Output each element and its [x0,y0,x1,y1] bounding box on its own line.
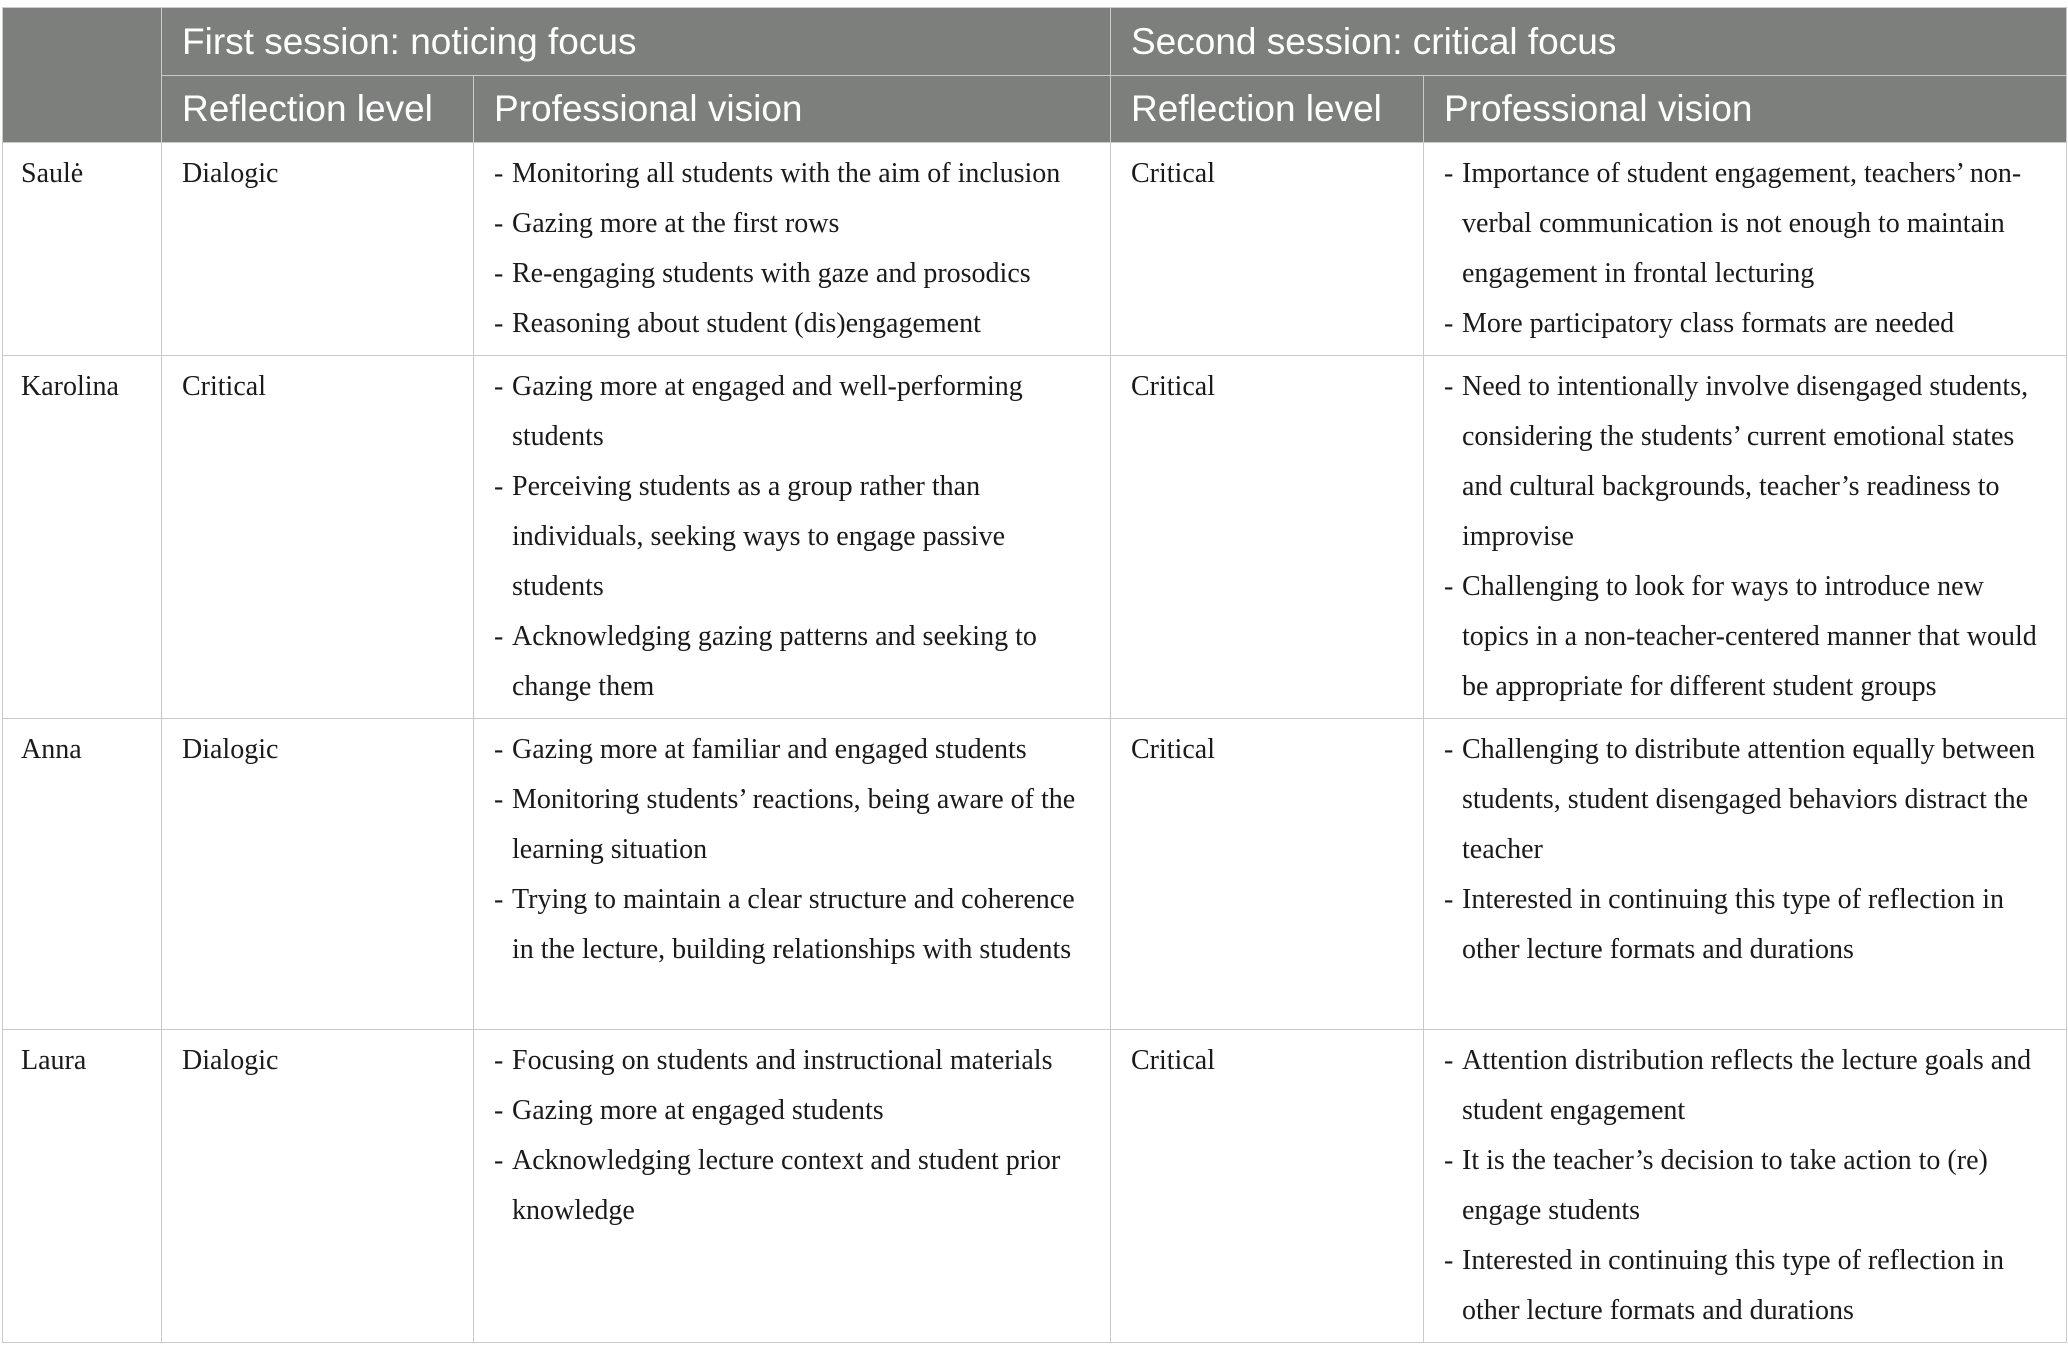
reflection-table [2,7,2067,1343]
vision-list [1444,1036,2054,1336]
second-reflection-level: Critical [1111,1030,1424,1343]
vision-list [1444,362,2054,712]
header-row-sessions [3,8,2067,76]
participant-name: Karolina [3,356,162,719]
header-professional-vision-first: Professional vision [474,76,1111,143]
list-item: - Trying to maintain a clear structure and coherence in the lecture, building relationships with students [494,875,1098,975]
table-row [3,719,2067,1030]
header-first-session: First session: noticing focus [162,8,1111,76]
vision-list [494,362,1098,712]
first-reflection-level: Dialogic [162,143,474,356]
header-reflection-level-first: Reflection level [162,76,474,143]
list-item: - Perceiving students as a group rather than individuals, seeking ways to engage passive students [494,462,1098,612]
list-item: - Acknowledging lecture context and student prior knowledge [494,1136,1098,1236]
participant-name: Anna [3,719,162,1030]
second-professional-vision [1424,1030,2067,1343]
first-professional-vision [474,719,1111,1030]
table-row [3,1030,2067,1343]
header-row-columns [3,76,2067,143]
table-row [3,143,2067,356]
list-item: - It is the teacher’s decision to take action to (re) engage students [1444,1136,2054,1236]
second-professional-vision [1424,719,2067,1030]
list-item: - Gazing more at engaged students [494,1086,1098,1136]
vision-list [494,149,1098,349]
participant-name: Laura [3,1030,162,1343]
list-item: - Acknowledging gazing patterns and seeking to change them [494,612,1098,712]
vision-list [494,1036,1098,1236]
list-item: - Interested in continuing this type of reflection in other lecture formats and durations [1444,1236,2054,1336]
list-item: - Focusing on students and instructional materials [494,1036,1098,1086]
list-item: - Challenging to look for ways to introduce new topics in a non-teacher-centered manner that would be appropriate for different student groups [1444,562,2054,712]
second-professional-vision [1424,143,2067,356]
second-reflection-level: Critical [1111,719,1424,1030]
header-reflection-level-second: Reflection level [1111,76,1424,143]
list-item: - Gazing more at familiar and engaged students [494,725,1098,775]
list-item: - Re-engaging students with gaze and prosodics [494,249,1098,299]
first-reflection-level: Dialogic [162,719,474,1030]
table-header [3,8,2067,143]
vision-list [494,725,1098,975]
list-item: - Monitoring all students with the aim of inclusion [494,149,1098,199]
list-item: - Attention distribution reflects the lecture goals and student engagement [1444,1036,2054,1136]
first-reflection-level: Critical [162,356,474,719]
header-second-session: Second session: critical focus [1111,8,2067,76]
second-professional-vision [1424,356,2067,719]
first-professional-vision [474,143,1111,356]
list-item: - Importance of student engagement, teachers’ non-verbal communication is not enough to maintain engagement in frontal lecturing [1444,149,2054,299]
list-item: - Gazing more at engaged and well-performing students [494,362,1098,462]
list-item: - Need to intentionally involve disengaged students, considering the students’ current emotional states and cultural backgrounds, teacher’s readiness to improvise [1444,362,2054,562]
list-item: - Interested in continuing this type of reflection in other lecture formats and durations [1444,875,2054,975]
vision-list [1444,149,2054,349]
first-reflection-level: Dialogic [162,1030,474,1343]
first-professional-vision [474,356,1111,719]
table-row [3,356,2067,719]
list-item: - Challenging to distribute attention equally between students, student disengaged behaviors distract the teacher [1444,725,2054,875]
list-item: - Reasoning about student (dis)engagement [494,299,1098,349]
list-item: - More participatory class formats are needed [1444,299,2054,349]
list-item: - Monitoring students’ reactions, being aware of the learning situation [494,775,1098,875]
header-corner-cell [3,8,162,143]
table-body [3,143,2067,1343]
second-reflection-level: Critical [1111,143,1424,356]
header-professional-vision-second: Professional vision [1424,76,2067,143]
list-item: - Gazing more at the first rows [494,199,1098,249]
second-reflection-level: Critical [1111,356,1424,719]
vision-list [1444,725,2054,975]
participant-name: Saulė [3,143,162,356]
first-professional-vision [474,1030,1111,1343]
